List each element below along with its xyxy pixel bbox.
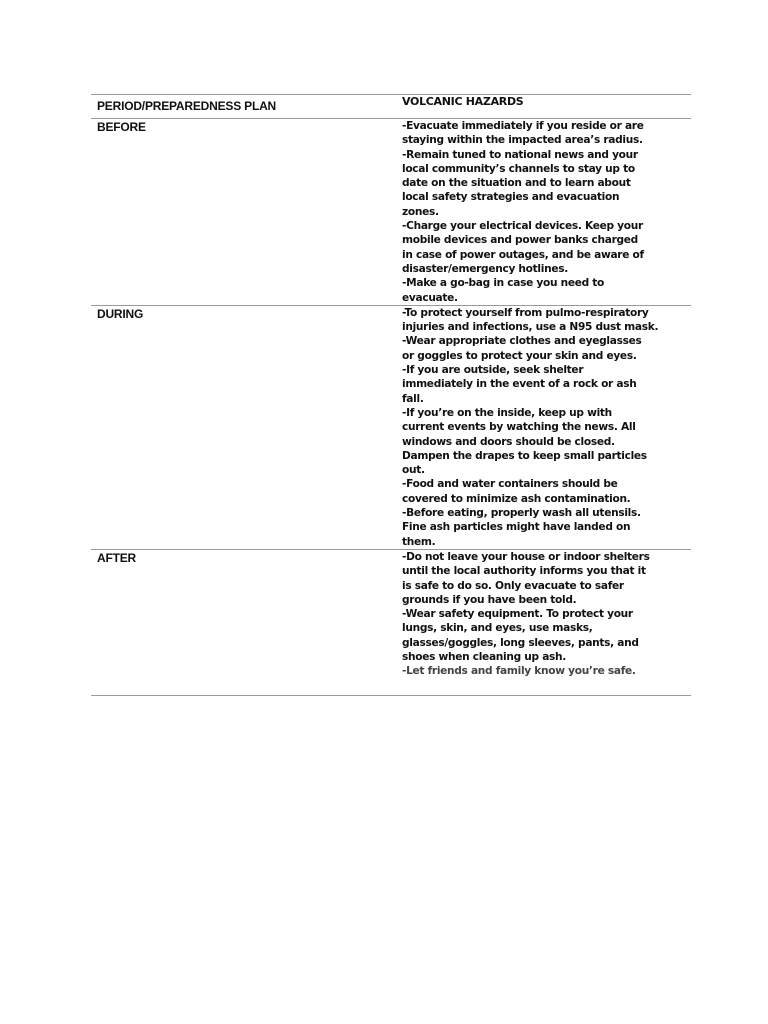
plan-line: fall. [402,392,424,405]
plan-line: current events by watching the news. All [402,421,636,434]
plan-line: -Evacuate immediately if you reside or are [402,120,644,132]
plan-line: -Wear safety equipment. To protect your [402,608,633,621]
plan-line: -Do not leave your house or indoor shelters [402,550,650,563]
plan-line: immediately in the event of a rock or ash [402,378,637,391]
plan-line: -To protect yourself from pulmo-respiratory [402,306,649,319]
plan-line: -Remain tuned to national news and your [402,148,638,161]
plan-line: is safe to do so. Only evacuate to safer [402,579,624,592]
plan-line: zones. [402,205,439,218]
plan-line: local safety strategies and evacuation [402,191,620,204]
plan-line: -Let friends and family know you’re safe. [402,665,636,678]
header-period-cell: PERIOD/PREPAREDNESS PLAN [97,99,277,113]
plan-line: in case of power outages, and be aware of [402,248,644,261]
plan-line: staying within the impacted area’s radius. [402,134,643,147]
plan-line: injuries and infections, use a N95 dust mask. [402,321,659,334]
plan-line: windows and doors should be closed. [402,435,615,448]
plan-line: shoes when cleaning up ash. [402,650,567,663]
table-row-after [91,549,691,695]
plan-line: -Make a go-bag in case you need to [402,277,605,290]
plan-line: mobile devices and power banks charged [402,234,638,247]
plan-line: -If you are outside, seek shelter [402,364,584,377]
plan-line: date on the situation and to learn about [402,177,631,190]
period-label-after: AFTER [97,550,136,565]
plan-line: -Food and water containers should be [402,478,618,491]
plan-line: -Before eating, properly wash all utensils. [402,507,641,520]
plan-line: or goggles to protect your skin and eyes. [402,349,637,362]
plan-line: Fine ash particles might have landed on [402,521,631,534]
plan-line: until the local authority informs you that it [402,565,646,578]
plan-line: glasses/goggles, long sleeves, pants, and [402,636,639,649]
table-header-row [91,95,691,119]
period-label-during: DURING [97,306,144,321]
plan-line: -If you’re on the inside, keep up with [402,406,612,419]
plan-cell-before [402,119,691,306]
table-row-before [91,119,691,306]
period-label-before: BEFORE [97,120,146,134]
plan-cell-during [402,305,691,549]
plan-cell-after [402,549,691,695]
plan-line: out. [402,464,425,477]
plan-line: -Wear appropriate clothes and eyeglasses [402,335,642,348]
plan-line: grounds if you have been told. [402,593,577,606]
plan-line: Dampen the drapes to keep small particles [402,449,647,462]
table-row-during [91,305,691,549]
preparedness-table [91,94,691,696]
plan-line: disaster/emergency hotlines. [402,262,568,275]
header-hazard-cell: VOLCANIC HAZARDS [402,95,524,108]
plan-line: local community’s channels to stay up to [402,162,635,175]
plan-line: covered to minimize ash contamination. [402,492,631,505]
plan-line: -Charge your electrical devices. Keep your [402,220,643,233]
plan-line: them. [402,535,436,548]
plan-line: lungs, skin, and eyes, use masks, [402,622,593,635]
plan-line: evacuate. [402,291,458,304]
